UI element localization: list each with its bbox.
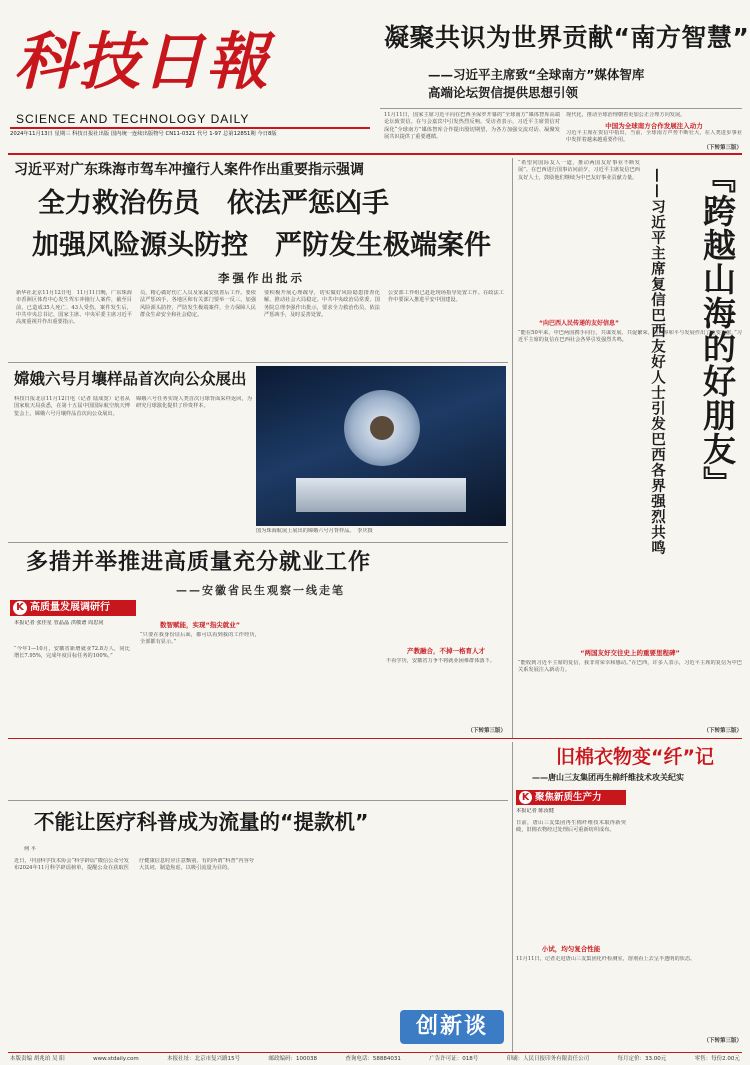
column-badge-k-icon: K [13, 601, 27, 615]
employment-body3: 不看学历，安徽省力争不将就业困难群体落下。 [386, 658, 495, 664]
right-feature-more: （下转第三版） [703, 728, 742, 734]
lead-col4: 公安部工作组已赶赴现场指导处置工作。在政法工作中要深入推进平安中国建设。 [388, 290, 504, 304]
column-badge-development: K 高质量发展调研行 [10, 600, 136, 616]
footer-editor: 本版责编 胡兆珀 吴 阳 [10, 1056, 65, 1062]
footer-monthly-price: 每月定价：33.00元 [617, 1056, 667, 1062]
lead-kicker: 习近平对广东珠海市驾车冲撞行人案件作出重要指示强调 [14, 162, 364, 178]
top-story-col2-body: 习近平主席在贺信中指出，当前，全球南方声势不断壮大，在人类进步事业中发挥着越来越重要作用。 [566, 130, 742, 144]
employment-sub2: 产教融合，不掉一格育人才 [407, 647, 485, 655]
cotton-sub1: 小试，均匀复合性能 [541, 945, 601, 953]
cotton-body2: 11月11日，记者走进唐山三友集团化纤检测室，溶剂看上去呈半透明的状态。 [516, 956, 696, 962]
editorial-body: 近日，中国科学技术协会“科学辟谣”微信公众号发布2024年11月科学辟谣榜单，提醒公众在获取医疗健康信息时应注意甄别。有的所谓“科普”内容夸大其词、制造焦虑，以吸引流量为目的。 [14, 858, 254, 872]
right-feature-subhead2: “向巴西人民传递的友好信息” [539, 320, 619, 327]
lead-byline: 李强作出批示 [218, 271, 305, 285]
top-subhead-2: 高端论坛贺信提供思想引领 [428, 85, 579, 100]
dateline: 2024年11月13日 星期三 科技日报社出版 国内统一连续出版物号 CN11-0321 代号 1-97 总第12851期 今日8版 [10, 131, 277, 137]
right-feature-body1: “希望同国际友人一道，推动两国友好事业不断发展”。在巴西进行国事访问前夕，习近平主席复信巴西友好人士，鼓励他们继续为中巴友好事业贡献力量。 [518, 160, 640, 181]
english-name: SCIENCE AND TECHNOLOGY DAILY [16, 112, 250, 126]
employment-headline: 多措并举推进高质量充分就业工作 [26, 550, 372, 575]
footer-address: 本报社址：北京市复兴路15号 [167, 1056, 241, 1062]
editorial-author: 何 平 [24, 846, 37, 852]
lead-headline-2: 加强风险源头防控 严防发生极端案件 [32, 230, 491, 261]
change-caption: 图为珠海航展上展出的嫦娥六号月背样品。 李庆摄 [256, 528, 373, 534]
column-badge-k-icon-2: K [519, 791, 532, 804]
top-subhead-1: ——习近平主席致“全球南方”媒体智库 [428, 67, 645, 82]
footer-printer: 印刷：人民日报印务有限责任公司 [506, 1056, 590, 1062]
cotton-body1: 日前，唐山三友集团再生棉纤维技术取得新突破，旧棉衣物经过处理后可重新纺织成布。 [516, 820, 626, 834]
newspaper-logo: 科技日報 [14, 25, 271, 98]
employment-reporters: 本报记者 张佳星 管晶晶 洪敬谱 周思同 [14, 620, 104, 626]
lead-col2: 员，精心做好伤亡人员及家属安抚善后工作。要依法严惩凶手，各地区和有关部门要举一反三，加强风险源头防控，严防发生极端案件，全力保障人民群众生命安全和社会稳定。 [140, 290, 256, 318]
top-story-col1: 11月11日，国家主席习近平向在巴西圣保罗开幕的“全球南方”媒体智库高端论坛致贺信。在与会嘉宾中引发热烈反响。受访者表示，习近平主席贺信对深化“全球南方”媒体智库合作提出殷切期望，为各方加强交流对话、凝聚发展共识提供了重要遵循。 [384, 112, 560, 140]
right-feature-body3: “能收到习近平主席的复信，我非常荣幸和感动。”在巴西，许多人表示，习近平主席的复信为中巴关系发展注入新动力。 [518, 660, 742, 674]
top-story-more: （下转第三版） [703, 145, 742, 151]
column-badge-productivity: K 聚焦新质生产力 [516, 790, 626, 805]
lead-col3: 要积极开展心理疏导，切实做好风险隐患排查化解，推动社会大局稳定。中共中央政治局常委、国务院总理李强作出批示，要求全力救治伤员，依法严惩凶手，及时妥善处置。 [264, 290, 380, 318]
top-story-subhead: 中国为全球南方合作发展注入动力 [605, 122, 703, 130]
employment-subhead: ——安徽省民生观察一线走笔 [176, 584, 345, 597]
change-headline: 嫦娥六号月壤样品首次向公众展出 [14, 370, 247, 388]
right-feature-subhead: ——习近平主席复信巴西友好人士引发巴西各界强烈共鸣 [649, 168, 665, 556]
top-headline: 凝聚共识为世界贡献“南方智慧” [384, 23, 750, 52]
employment-body1: “今年1—10月，安徽省新增就业72.8万人，同比增长7.95%，完成年度目标任务的100%。” [14, 646, 130, 660]
footer-website[interactable]: www.stdaily.com [93, 1056, 139, 1062]
cotton-subhead: ——唐山三友集团再生棉纤维技术攻关纪实 [532, 773, 684, 782]
cotton-more: （下转第三版） [703, 1038, 742, 1044]
employment-more: （下转第三版） [467, 728, 506, 734]
change-body1: 科技日报北京11月12日电（记者 陆成宽）记者从国家航天局获悉，在第十五届中国国际航空航天博览会上，嫦娥六号月壤样品首次向公众展出。 [14, 396, 130, 417]
innovation-talk-logo: 创新谈 [400, 1010, 504, 1044]
employment-sub1: 数智赋能，实现“指尖就业” [159, 621, 241, 629]
top-story-col2: 现代化，推动全球治理朝着更加公正合理方向发展。 [566, 112, 686, 118]
right-feature-subhead3: “两国友好交往史上的重要里程碑” [580, 649, 680, 657]
cotton-headline: 旧棉衣物变“纤”记 [556, 746, 714, 768]
footer-ad-license: 广告许可证：018号 [429, 1056, 479, 1062]
change-body2: 嫦娥六号任务实现人类首次月球背面采样返回，为研究月球演化提供了珍贵样本。 [136, 396, 252, 410]
editorial-headline: 不能让医疗科普成为流量的“提款机” [34, 810, 369, 834]
lead-headline-1: 全力救治伤员 依法严惩凶手 [38, 188, 389, 219]
footer-retail-price: 零售：每份2.00元 [694, 1056, 740, 1062]
footer-phone: 查询电话：58884031 [345, 1056, 401, 1062]
right-feature-body2: “能在50年来，中巴两国携手同行，共谋发展、共促繁荣，为世界和平与发展作出了重要贡献。”习近平主席的复信在巴西社会各界引发强烈共鸣。 [518, 330, 742, 344]
right-feature-headline: 『跨越山海的好朋友』 [698, 160, 737, 500]
lunar-sample-photo [256, 366, 506, 526]
employment-body2: “只要在我身份证后面，都可以看到我的工作经历，全部都有显示。” [140, 632, 260, 646]
cotton-reporter: 本报记者 陈汝健 [516, 808, 554, 814]
lead-col1: 新华社北京11月12日电 11月11日晚，广东珠海市香洲区体育中心发生驾车冲撞行人案件，截至目前，已造成35人死亡、43人受伤。案件发生后，中共中央总书记、国家主席、中央军委主席习近平高度重视并作出重要指示。 [16, 290, 132, 326]
footer-postcode: 邮政编码：100038 [268, 1056, 318, 1062]
footer [10, 1054, 740, 1064]
